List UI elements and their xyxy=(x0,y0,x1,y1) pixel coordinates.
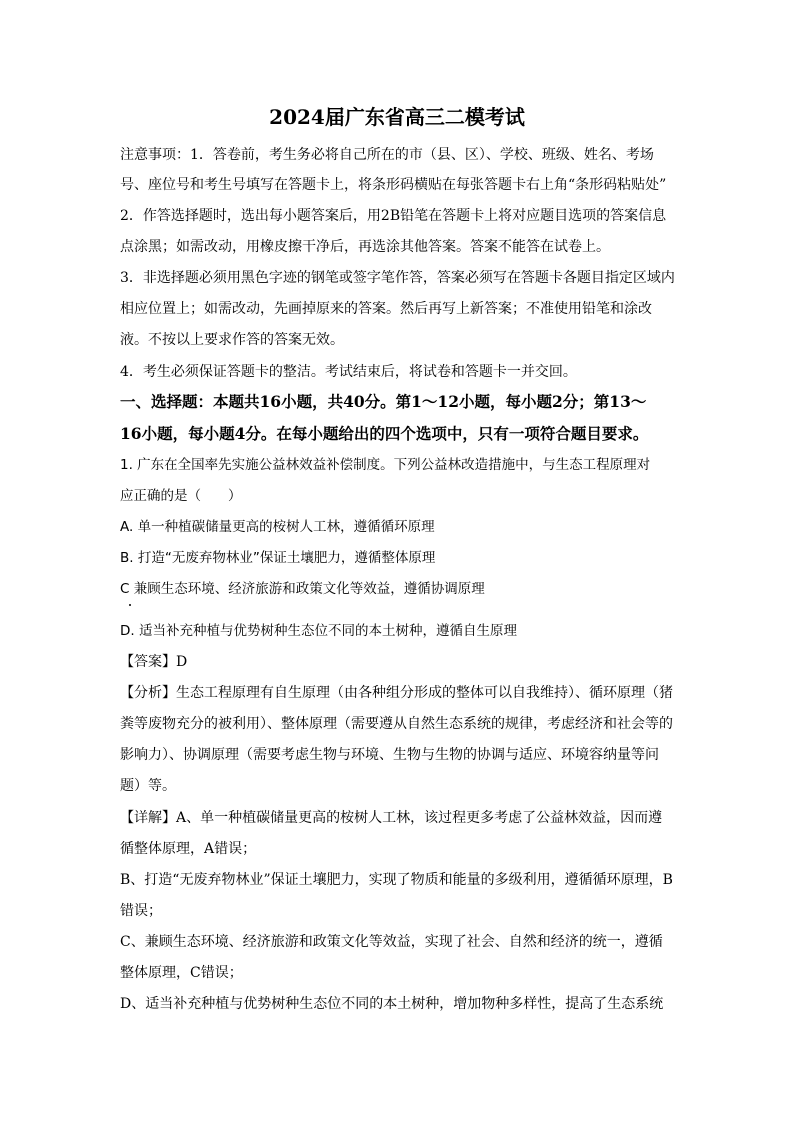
option-c-period-mark xyxy=(129,604,131,606)
analysis-line-2: 粪等废物充分的被利用）、整体原理（需要遵从自然生态系统的规律，考虑经济和社会等的 xyxy=(120,716,673,732)
section-heading-line-1: 一、选择题：本题共16小题，共40分。第1～12小题，每小题2分；第13～ xyxy=(120,392,647,411)
question-stem-line-1: 1. 广东在全国率先实施公益林效益补偿制度。下列公益林改造措施中，与生态工程原理对 xyxy=(120,457,651,473)
details-line-5: C、兼顾生态环境、经济旅游和政策文化等效益，实现了社会、自然和经济的统一，遵循 xyxy=(120,934,663,950)
details-line-3: B、打造“无废弃物林业”保证土壤肥力，实现了物质和能量的多级利用，遵循循环原理，B xyxy=(120,872,673,888)
details-line-6: 整体原理，C错误； xyxy=(120,965,243,981)
details-line-7: D、适当补充种植与优势树种生态位不同的本土树种，增加物种多样性，提高了生态系统 xyxy=(120,996,664,1012)
analysis-line-3: 影响力）、协调原理（需要考虑生物与环境、生物与生物的协调与适应、环境容纳量等问 xyxy=(120,747,659,763)
page-title: 2024届广东省高三二模考试 xyxy=(269,105,525,129)
details-line-4: 错误； xyxy=(120,903,162,919)
notes-line-5: 3．非选择题必须用黑色字迹的钢笔或签字笔作答，答案必须写在答题卡各题目指定区域内 xyxy=(120,270,675,286)
option-b: B. 打造“无废弃物林业”保证土壤肥力，遵循整体原理 xyxy=(120,550,436,566)
section-heading-line-2: 16小题，每小题4分。在每小题给出的四个选项中，只有一项符合题目要求。 xyxy=(120,424,649,443)
analysis-line-1: 【分析】生态工程原理有自生原理（由各种组分形成的整体可以自我维持）、循环原理（猪 xyxy=(120,685,673,701)
notes-line-2: 号、座位号和考生号填写在答题卡上，将条形码横贴在每张答题卡右上角“条形码粘贴处” xyxy=(120,177,667,193)
analysis-line-4: 题）等。 xyxy=(120,778,176,794)
answer-line: 【答案】D xyxy=(120,654,188,670)
notes-line-8: 4．考生必须保证答题卡的整洁。考试结束后，将试卷和答题卡一并交回。 xyxy=(120,364,577,380)
details-line-1: 【详解】A、单一种植碳储量更高的桉树人工林，该过程更多考虑了公益林效益，因而遵 xyxy=(120,810,663,826)
notes-line-4: 点涂黑；如需改动，用橡皮擦干净后，再选涂其他答案。答案不能答在试卷上。 xyxy=(120,239,610,255)
notes-line-3: 2．作答选择题时，选出每小题答案后，用2B铅笔在答题卡上将对应题目选项的答案信息 xyxy=(120,208,667,224)
option-d: D. 适当补充种植与优势树种生态位不同的本土树种，遵循自生原理 xyxy=(120,623,517,639)
option-a: A. 单一种植碳储量更高的桉树人工林，遵循循环原理 xyxy=(120,519,435,535)
notes-line-7: 液。不按以上要求作答的答案无效。 xyxy=(120,332,344,348)
option-c: C 兼顾生态环境、经济旅游和政策文化等效益，遵循协调原理 xyxy=(120,581,485,597)
notes-line-6: 相应位置上；如需改动，先画掉原来的答案。然后再写上新答案；不准使用铅笔和涂改 xyxy=(120,301,652,317)
question-stem-line-2: 应正确的是（ ） xyxy=(120,488,242,504)
notes-line-1: 注意事项：1．答卷前，考生务必将自己所在的市（县、区）、学校、班级、姓名、考场 xyxy=(120,147,654,163)
details-line-2: 循整体原理，A错误； xyxy=(120,841,257,857)
